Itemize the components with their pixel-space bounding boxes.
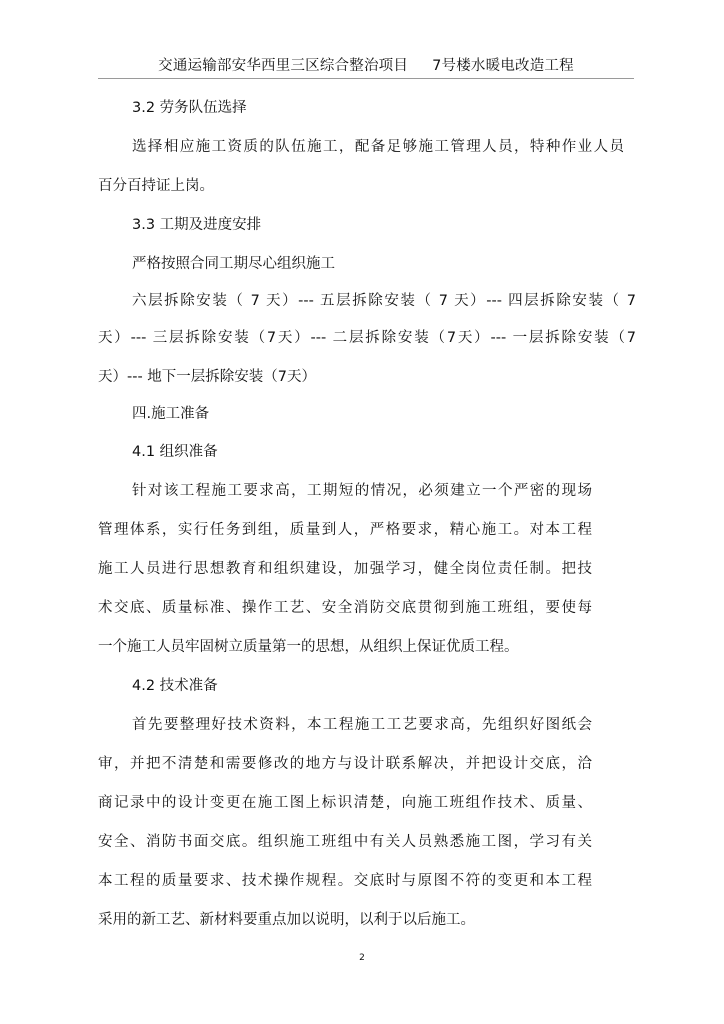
header-title: 交通运输部安华西里三区综合整治项目 7号楼水暖电改造工程 [158,58,574,74]
paragraph-line: 针对该工程施工要求高，工期短的情况，必须建立一个严密的现场 [132,483,592,499]
schedule-line: 天）--- 三层拆除安装（7天）--- 二层拆除安装（7天）--- 一层拆除安装（7 [98,330,636,346]
page-header [98,50,634,79]
paragraph-line: 一个施工人员牢固树立质量第一的思想，从组织上保证优质工程。 [98,639,519,655]
heading-3-3: 3.3 工期及进度安排 [132,217,262,233]
paragraph-line: 首先要整理好技术资料，本工程施工工艺要求高，先组织好图纸会 [132,717,592,733]
schedule-line: 六层拆除安装（ 7 天）--- 五层拆除安装（ 7 天）--- 四层拆除安装（ 7 [132,293,636,309]
paragraph-line: 百分百持证上岗。 [98,178,214,194]
page-number: 2 [359,953,365,963]
paragraph-line: 审，并把不清楚和需要修改的地方与设计联系解决，并把设计交底，洽 [98,756,592,772]
paragraph-line: 术交底、质量标准、操作工艺、安全消防交底贯彻到施工班组，要使每 [98,600,592,616]
heading-4: 四.施工准备 [132,406,210,422]
paragraph-line: 本工程的质量要求、技术操作规程。交底时与原图不符的变更和本工程 [98,873,592,889]
schedule-line: 天）--- 地下一层拆除安装（7天） [98,369,317,385]
paragraph-line: 选择相应施工资质的队伍施工，配备足够施工管理人员，特种作业人员 [132,139,624,155]
paragraph-line: 安全、消防书面交底。组织施工班组中有关人员熟悉施工图，学习有关 [98,834,592,850]
heading-4-1: 4.1 组织准备 [132,444,218,460]
paragraph-line: 严格按照合同工期尽心组织施工 [132,256,335,272]
paragraph-line: 施工人员进行思想教育和组织建设，加强学习，健全岗位责任制。把技 [98,561,592,577]
paragraph-line: 采用的新工艺、新材料要重点加以说明，以利于以后施工。 [98,912,475,928]
heading-3-2: 3.2 劳务队伍选择 [132,100,247,116]
paragraph-line: 管理体系，实行任务到组，质量到人，严格要求，精心施工。对本工程 [98,522,592,538]
paragraph-line: 商记录中的设计变更在施工图上标识清楚，向施工班组作技术、质量、 [98,795,592,811]
heading-4-2: 4.2 技术准备 [132,678,218,694]
